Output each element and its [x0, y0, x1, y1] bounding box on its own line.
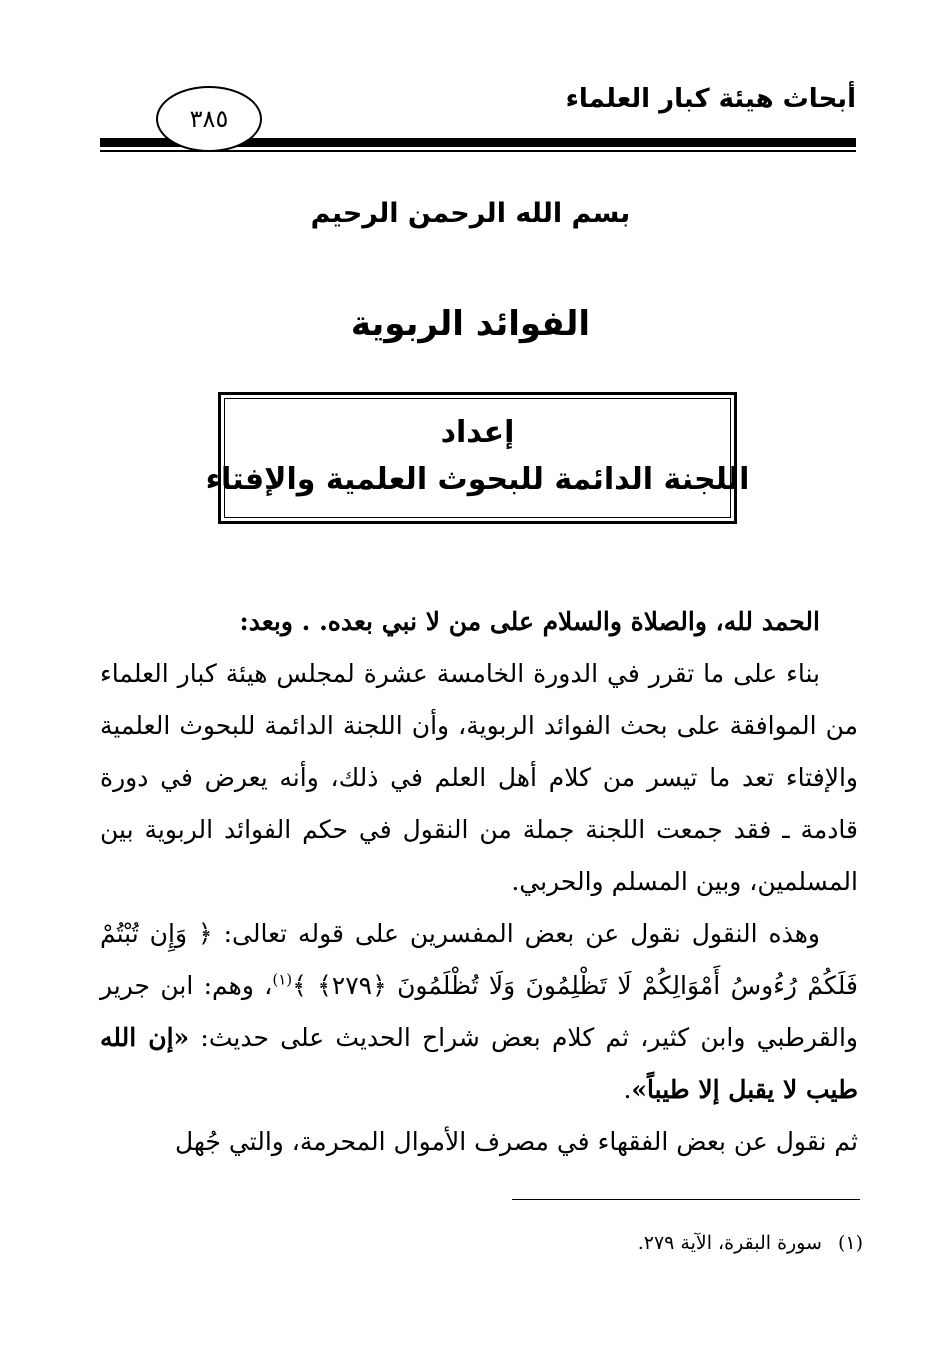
page-title: الفوائد الربوية: [350, 304, 591, 344]
paragraph-3: ثم نقول عن بعض الفقهاء في مصرف الأموال المحرمة، والتي جُهل: [174, 1127, 858, 1156]
footnote-text: سورة البقرة، الآية ٢٧٩.: [637, 1232, 822, 1254]
committee-name: اللجنة الدائمة للبحوث العلمية والإفتاء: [205, 462, 750, 497]
paragraph-2-rest: ، وهم: ابن جرير والقرطبي وابن كثير، ثم كلام بعض شراح الحديث على حديث:: [100, 971, 858, 1052]
footnote-divider: [512, 1199, 860, 1200]
preparation-label: إعداد: [440, 415, 515, 450]
page-number-badge: [156, 86, 262, 152]
opening-line: الحمد لله، والصلاة والسلام على من لا نبي بعده. . وبعد:: [239, 607, 820, 636]
header-book-title: أبحاث هيئة كبار العلماء: [565, 84, 856, 114]
footnote-number: (١): [837, 1232, 863, 1254]
paragraph-2-end: .: [623, 1075, 632, 1104]
hadith-quote: «إن الله طيب لا يقبل إلا طيباً»: [100, 1023, 858, 1104]
footnote-reference[interactable]: (١): [272, 970, 293, 989]
paragraph-1: بناء على ما تقرر في الدورة الخامسة عشرة لمجلس هيئة كبار العلماء من الموافقة على بحث الفوائد الربوية، وأن اللجنة الدائمة للبحوث العلمية والإفتاء تعد ما تيسر من كلام أهل العلم في ذلك، وأنه يعرض في دورة قادمة ـ فقد جمعت اللجنة جملة من النقول في حكم الفوائد الربوية بين المسلمين، وبين المسلم والحربي.: [100, 659, 858, 896]
body-text: [100, 596, 858, 1168]
preparation-box: [205, 392, 750, 524]
footnote: [638, 1232, 863, 1254]
quran-verse: ﴿ وَإِن تُبْتُمْ فَلَكُمْ رُءُوسُ أَمْوَالِكُمْ لَا تَظْلِمُونَ وَلَا تُظْلَمُونَ ﴿٢٧٩﴾ ﴾: [100, 919, 858, 1000]
page-number: ٣٨٥: [189, 105, 229, 133]
paragraph-2-intro: وهذه النقول نقول عن بعض المفسرين على قوله تعالى:: [223, 919, 821, 948]
paragraph-2: [100, 908, 858, 1116]
basmala: بسم الله الرحمن الرحيم: [310, 198, 631, 229]
